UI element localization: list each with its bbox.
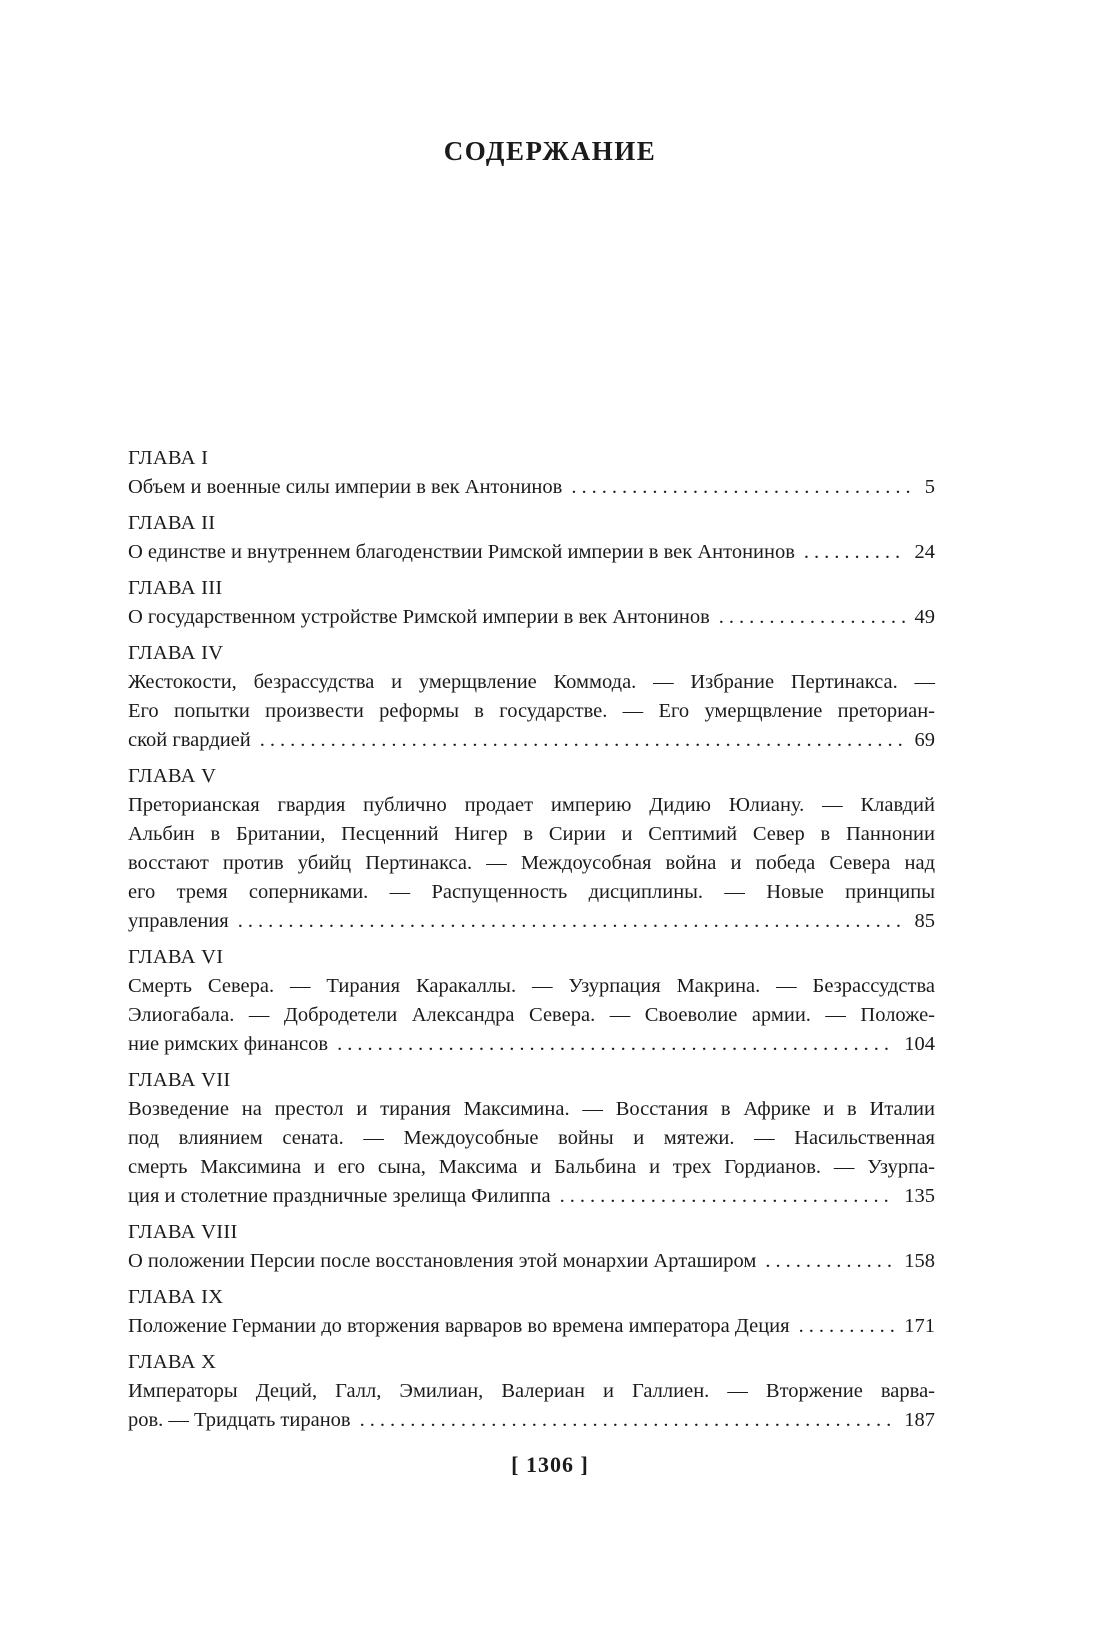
- entry-last-line: [128, 907, 935, 936]
- entry-text-line: восстают против убийц Пертинакса. — Междоусобная война и победа Севера над: [128, 852, 935, 874]
- dot-leader: [260, 726, 905, 755]
- page-number: 69: [914, 729, 935, 751]
- dot-leader: [337, 1030, 894, 1059]
- entry-text-line: Альбин в Британии, Песценний Нигер в Сирии и Септимий Север в Паннонии: [128, 823, 935, 845]
- chapter-heading: ГЛАВА IV: [128, 642, 224, 664]
- dot-leader: [719, 603, 905, 632]
- entry-last-line: [128, 1406, 935, 1435]
- entry-text-line: под влиянием сената. — Междоусобные войны и мятежи. — Насильственная: [128, 1127, 935, 1149]
- entry-text: Объем и военные силы империи в век Антонинов: [128, 476, 563, 498]
- toc-entry: [128, 1066, 935, 1211]
- folio-page-number: [ 1306 ]: [511, 1452, 589, 1477]
- chapter-heading: ГЛАВА V: [128, 765, 217, 787]
- entry-text-line: Его попытки произвести реформы в государстве. — Его умерщвление преториан-: [128, 700, 935, 722]
- chapter-heading: ГЛАВА VIII: [128, 1221, 238, 1243]
- entry-text: О государственном устройстве Римской империи в век Антонинов: [128, 606, 710, 628]
- entry-text: О положении Персии после восстановления этой монархии Арташиром: [128, 1250, 757, 1272]
- entry-text: ской гвардией: [128, 729, 251, 751]
- entry-text-line: Возведение на престол и тирания Максимина. — Восстания в Африке и в Италии: [128, 1098, 935, 1120]
- entry-text-line: Императоры Деций, Галл, Эмилиан, Валериан и Галлиен. — Вторжение варва-: [128, 1380, 935, 1402]
- entry-text: ров. — Тридцать тиранов: [128, 1409, 351, 1431]
- toc-entry: [128, 762, 935, 936]
- chapter-heading: ГЛАВА I: [128, 447, 209, 469]
- table-of-contents: [128, 444, 935, 1442]
- dot-leader: [765, 1247, 894, 1276]
- entry-text: Положение Германии до вторжения варваров во времена императора Деция: [128, 1315, 790, 1337]
- page-number: 5: [924, 476, 935, 498]
- dot-leader: [571, 473, 914, 502]
- toc-entry: [128, 1348, 935, 1435]
- entry-text-line: смерть Максимина и его сына, Максима и Бальбина и трех Гордианов. — Узурпа-: [128, 1156, 935, 1178]
- entry-text: ние римских финансов: [128, 1033, 329, 1055]
- entry-text: управления: [128, 910, 229, 932]
- entry-text: О единстве и внутреннем благоденствии Римской империи в век Антонинов: [128, 541, 795, 563]
- entry-last-line: [128, 473, 935, 502]
- chapter-heading: ГЛАВА IX: [128, 1286, 224, 1308]
- toc-entry: [128, 943, 935, 1059]
- entry-last-line: [128, 603, 935, 632]
- entry-last-line: [128, 1312, 935, 1341]
- chapter-heading: ГЛАВА X: [128, 1351, 217, 1373]
- entry-last-line: [128, 1247, 935, 1276]
- toc-entry: [128, 639, 935, 755]
- entry-text-line: Элиогабала. — Добродетели Александра Севера. — Своеволие армии. — Положе-: [128, 1004, 935, 1026]
- chapter-heading: ГЛАВА VI: [128, 946, 224, 968]
- page-number: 24: [914, 541, 935, 563]
- entry-last-line: [128, 726, 935, 755]
- entry-text-line: Преторианская гвардия публично продает империю Дидию Юлиану. — Клавдий: [128, 794, 935, 816]
- dot-leader: [804, 538, 905, 567]
- page-number: 135: [904, 1185, 935, 1207]
- toc-entry: [128, 1283, 935, 1341]
- entry-text-line: Жестокости, безрассудства и умерщвление Коммода. — Избрание Пертинакса. —: [128, 671, 935, 693]
- page-number: 171: [904, 1315, 935, 1337]
- toc-entry: [128, 444, 935, 502]
- chapter-heading: ГЛАВА II: [128, 512, 216, 534]
- page-number: 85: [914, 910, 935, 932]
- entry-last-line: [128, 538, 935, 567]
- page-title: СОДЕРЖАНИЕ: [443, 136, 657, 166]
- entry-text: ция и столетние праздничные зрелища Филиппа: [128, 1185, 551, 1207]
- entry-text-line: его тремя соперниками. — Распущенность дисциплины. — Новые принципы: [128, 881, 935, 903]
- toc-entry: [128, 1218, 935, 1276]
- page-number: 49: [914, 606, 935, 628]
- page-number: 104: [904, 1033, 935, 1055]
- page-number: 187: [904, 1409, 935, 1431]
- toc-entry: [128, 574, 935, 632]
- page-number: 158: [904, 1250, 935, 1272]
- toc-entry: [128, 509, 935, 567]
- entry-text-line: Смерть Севера. — Тирания Каракаллы. — Узурпация Макрина. — Безрассудства: [128, 975, 935, 997]
- dot-leader: [799, 1312, 895, 1341]
- dot-leader: [560, 1182, 895, 1211]
- chapter-heading: ГЛАВА III: [128, 577, 223, 599]
- entry-last-line: [128, 1182, 935, 1211]
- entry-last-line: [128, 1030, 935, 1059]
- dot-leader: [238, 907, 905, 936]
- dot-leader: [360, 1406, 895, 1435]
- chapter-heading: ГЛАВА VII: [128, 1069, 231, 1091]
